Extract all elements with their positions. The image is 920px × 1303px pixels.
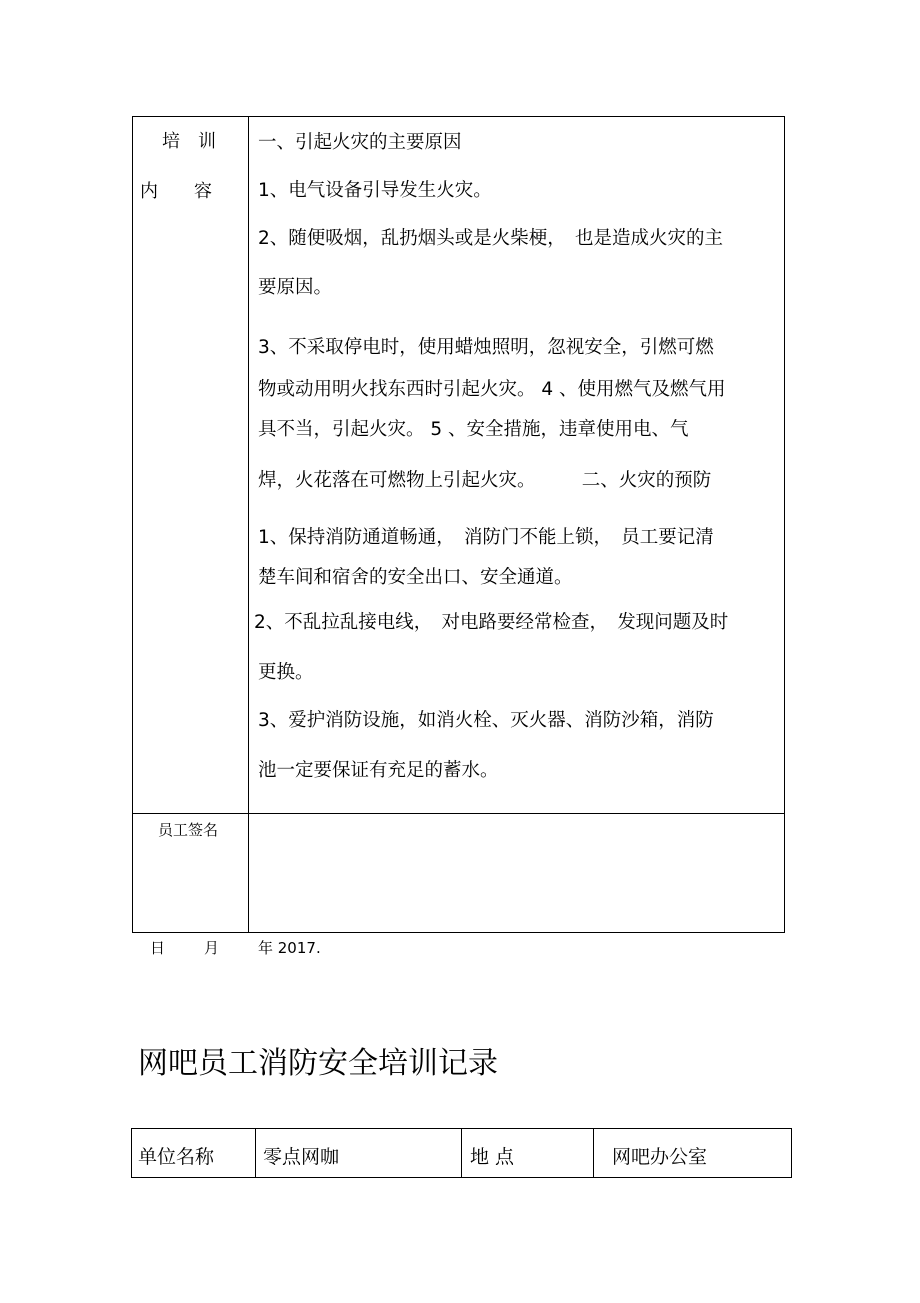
content-line: 焊，火花落在可燃物上引起火灾。 二、火灾的预防	[258, 470, 712, 491]
content-label-line1: 培 训	[162, 131, 216, 152]
content-line: 3、不采取停电时，使用蜡烛照明，忽视安全，引燃可燃	[258, 337, 714, 358]
location-value: 网吧办公室	[612, 1146, 708, 1168]
content-line: 物或动用明火找东西时引起火灾。 4 、使用燃气及燃气用	[258, 379, 726, 400]
content-line: 楚车间和宿舍的安全出口、安全通道。	[258, 567, 573, 588]
content-line: 要原因。	[258, 277, 333, 298]
content-line: 一、引起火灾的主要原因	[258, 132, 462, 153]
content-line: 1、保持消防通道畅通， 消防门不能上锁， 员工要记清	[258, 527, 714, 548]
table-row-divider	[132, 813, 785, 814]
content-line: 更换。	[258, 662, 314, 683]
unit-name-value: 零点网咖	[263, 1146, 340, 1168]
content-line: 2、随便吸烟，乱扔烟头或是火柴梗， 也是造成火灾的主	[258, 228, 724, 249]
content-line: 3、爱护消防设施，如消火栓、灭火器、消防沙箱，消防	[258, 710, 714, 731]
date-day: 日	[150, 939, 166, 957]
table-border-right	[784, 116, 785, 933]
table-border-top	[132, 116, 785, 117]
table-border-bottom	[132, 932, 785, 933]
info-border-right	[791, 1128, 792, 1178]
page-title: 网吧员工消防安全培训记录	[138, 1046, 498, 1081]
info-border-left	[131, 1128, 132, 1178]
info-divider-1	[255, 1128, 256, 1178]
content-line: 2、不乱拉乱接电线， 对电路要经常检查， 发现问题及时	[254, 612, 729, 633]
table-column-divider	[248, 116, 249, 933]
unit-name-label: 单位名称	[138, 1146, 215, 1168]
date-year: 年 2017.	[258, 939, 321, 957]
info-divider-2	[461, 1128, 462, 1178]
date-month: 月	[204, 939, 220, 957]
content-label-line2: 内 容	[140, 181, 212, 202]
content-line: 具不当，引起火灾。 5 、安全措施，违章使用电、气	[258, 419, 689, 440]
signature-label: 员工签名	[158, 821, 219, 839]
content-line: 1、电气设备引导发生火灾。	[258, 180, 492, 201]
info-divider-3	[593, 1128, 594, 1178]
table-border-left	[132, 116, 133, 933]
content-line: 池一定要保证有充足的蓄水。	[258, 760, 499, 781]
signature-field[interactable]	[252, 818, 780, 928]
location-label: 地 点	[470, 1146, 515, 1168]
